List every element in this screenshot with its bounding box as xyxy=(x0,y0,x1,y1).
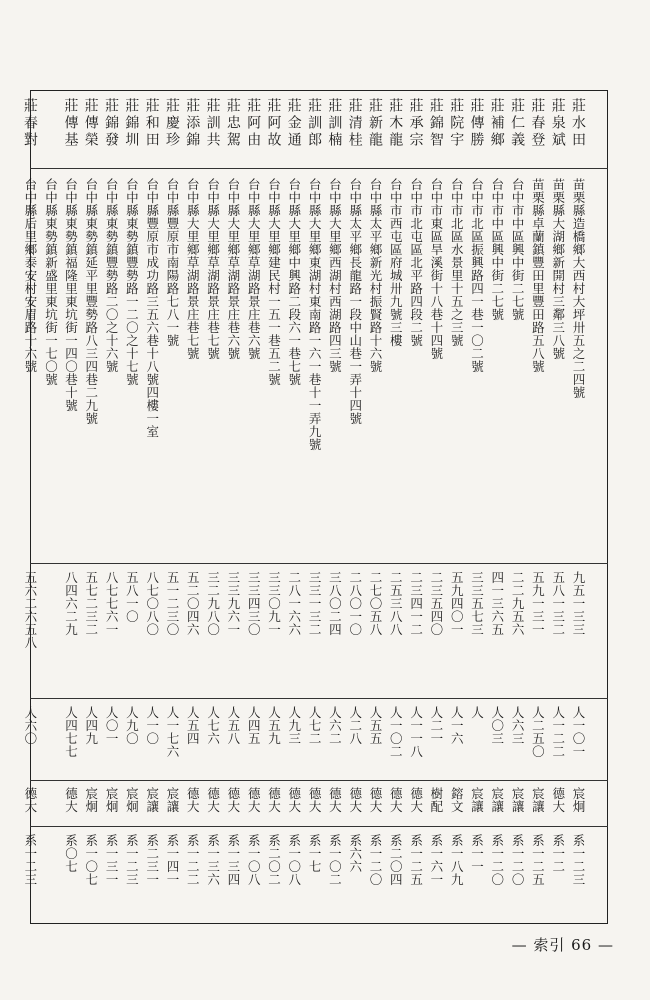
entry-branch: 宸炯 xyxy=(571,787,586,813)
entry-gen: 人五五 xyxy=(368,706,383,745)
entry-name: 莊訓共 xyxy=(204,98,221,149)
entry-address: 台中縣東勢鎮豐勢路一二〇之十七號 xyxy=(124,178,140,386)
entry-branch: 德大 xyxy=(286,787,302,813)
entry-series: 系一二三 xyxy=(124,834,140,886)
entry-code: 五八一三二 xyxy=(550,571,566,636)
entry-code: 三三一三二 xyxy=(307,571,323,636)
entry-address: 苗栗縣造橋鄉大西村大坪卅五之二四號 xyxy=(571,178,586,399)
entry-name: 莊錦圳 xyxy=(123,98,140,149)
entry-code: 三二九八〇 xyxy=(205,571,221,636)
entry-code: 二八一六六 xyxy=(286,571,302,636)
entry-series: 系一三一 xyxy=(104,834,120,886)
entry-name: 莊補鄉 xyxy=(488,98,505,149)
entry-name: 莊泉斌 xyxy=(549,98,566,149)
entry-gen: 人一七六 xyxy=(165,706,180,758)
entry-series: 系一〇八 xyxy=(286,834,302,886)
entry-address: 台中縣太平鄉長龍路一段中山巷一弄十四號 xyxy=(347,178,363,425)
entry-series: 系二〇四 xyxy=(388,834,404,886)
entry-code: 八七七六一 xyxy=(104,571,120,636)
entry-code: 四一三六五 xyxy=(489,571,505,636)
entry-gen: 人六三 xyxy=(510,706,526,745)
entry-name: 莊阿由 xyxy=(245,98,262,149)
entry-gen: 人四九 xyxy=(83,706,99,745)
entry-name: 莊阿故 xyxy=(265,98,282,149)
entry-gen: 人五四 xyxy=(185,706,201,745)
entry-address: 台中市東區旱溪街十八巷十四號 xyxy=(428,178,444,360)
entry-gen: 人四七七 xyxy=(63,706,79,758)
entry-branch: 德大 xyxy=(327,787,343,813)
entry-address: 台中縣太平鄉新光村振賢路十六號 xyxy=(368,178,383,373)
entry-name: 莊仁義 xyxy=(509,98,526,149)
entry-address: 台中縣東勢鎮新盛里東坑街一七〇號 xyxy=(43,178,59,386)
entry-gen: 人二五〇 xyxy=(530,706,546,758)
entry-gen: 人四五 xyxy=(246,706,262,745)
entry-branch: 樹配 xyxy=(428,787,444,813)
entry-address: 台中縣東勢鎮福隆里東坑街一四〇巷十號 xyxy=(63,178,79,412)
entry-name: 莊清桂 xyxy=(346,98,363,149)
entry-code: 二二九五六 xyxy=(510,571,526,636)
entry-name: 莊木龍 xyxy=(387,98,404,149)
entry-name: 莊院宇 xyxy=(448,98,465,149)
divider-generation xyxy=(30,780,608,781)
entry-address: 台中市中區興中街二七號 xyxy=(489,178,505,321)
entry-gen: 人七二 xyxy=(307,706,323,745)
entry-code: 三三九六一 xyxy=(225,571,241,636)
entry-address: 台中縣豐原市成功路三五六巷十八號四樓一室 xyxy=(144,178,160,438)
entry-address: 台中縣豐原市南陽路七八一號 xyxy=(165,178,180,347)
entry-address: 台中縣大里鄉建民村一五一巷五二號 xyxy=(266,178,282,386)
entry-series: 系二〇二 xyxy=(266,834,282,886)
entry-address: 台中縣東勢鎮延平里豐勢路八三四巷二九號 xyxy=(83,178,99,425)
entry-address: 台中縣大里鄉東湖村東南路一六一巷十一弄九號 xyxy=(307,178,323,451)
entry-code: 二八〇一〇 xyxy=(347,571,363,636)
entry-address: 台中縣大里鄉草湖路景庄巷七號 xyxy=(185,178,201,360)
entry-gen: 人六〇 xyxy=(22,706,38,745)
entry-code: 九五一三三 xyxy=(571,571,586,636)
entry-code: 五六二六五八 xyxy=(22,571,38,649)
entry-branch: 德大 xyxy=(63,787,79,813)
entry-series: 系一二三 xyxy=(22,834,38,886)
entry-code: 八四六二九 xyxy=(63,571,79,636)
entry-name: 莊錦發 xyxy=(103,98,120,149)
entry-series: 系一二五 xyxy=(408,834,424,886)
entry-branch: 德大 xyxy=(225,787,241,813)
entry-series: 系二三一 xyxy=(144,834,160,886)
entry-address: 台中縣大里鄉草湖路景庄巷七號 xyxy=(205,178,221,360)
entry-code: 二五三八八 xyxy=(388,571,404,636)
entry-gen: 人一〇一 xyxy=(571,706,586,758)
entry-series: 系六六 xyxy=(347,834,363,873)
entry-series: 系一二 xyxy=(550,834,566,873)
entry-series: 系一二五 xyxy=(530,834,546,886)
entry-branch: 德大 xyxy=(205,787,221,813)
entry-address: 台中市北區水景里十五之三號 xyxy=(449,178,465,347)
entry-gen: 人六二 xyxy=(327,706,343,745)
entry-gen: 人五九 xyxy=(266,706,282,745)
entry-address: 台中縣大里鄉草湖路景庄巷六號 xyxy=(246,178,262,360)
entry-gen: 人九〇 xyxy=(124,706,140,745)
entry-name: 莊傳基 xyxy=(62,98,79,149)
entry-name: 莊新龍 xyxy=(367,98,383,149)
entry-series: 系一六一 xyxy=(428,834,444,886)
entry-gen: 人一一八 xyxy=(408,706,424,758)
entry-branch: 德大 xyxy=(185,787,201,813)
entry-branch: 鎔文 xyxy=(449,787,465,813)
entry-branch: 宸讓 xyxy=(510,787,526,813)
entry-code: 三三〇九一 xyxy=(266,571,282,636)
entry-address: 台中縣大里鄉中興路二段六一巷七號 xyxy=(286,178,302,386)
entry-branch: 德大 xyxy=(266,787,282,813)
entry-branch: 宸炯 xyxy=(124,787,140,813)
entry-series: 系一八九 xyxy=(449,834,465,886)
divider-address xyxy=(30,563,608,564)
entry-branch: 德大 xyxy=(22,787,38,813)
entry-branch: 德大 xyxy=(347,787,363,813)
divider-name xyxy=(30,168,608,169)
entry-name: 莊錦智 xyxy=(427,98,444,149)
entry-code: 三三五七三 xyxy=(469,571,485,636)
entry-name: 莊金通 xyxy=(285,98,302,149)
entry-code: 二三四一二 xyxy=(408,571,424,636)
entry-branch: 德大 xyxy=(408,787,424,813)
entry-series: 系一〇八 xyxy=(246,834,262,886)
entry-code: 三三四三〇 xyxy=(246,571,262,636)
entry-code: 五九一三一 xyxy=(530,571,546,636)
entry-branch: 宸讓 xyxy=(469,787,485,813)
entry-address: 台中市中區興中街二七號 xyxy=(510,178,526,321)
entry-name: 莊訓楠 xyxy=(326,98,343,149)
entry-branch: 德大 xyxy=(550,787,566,813)
entry-code: 五九四〇一 xyxy=(449,571,465,636)
entry-branch: 德大 xyxy=(368,787,383,813)
entry-series: 系一三六 xyxy=(205,834,221,886)
entry-branch: 德大 xyxy=(307,787,323,813)
entry-address: 台中市西屯區府城卅九號三樓 xyxy=(388,178,404,347)
entry-code: 三八〇二四 xyxy=(327,571,343,636)
entry-address: 台中縣東勢鎮豐勢路二〇之十六號 xyxy=(104,178,120,373)
divider-branch xyxy=(30,826,608,827)
entry-address: 台中縣大里鄉西湖村西湖路四三號 xyxy=(327,178,343,373)
entry-gen: 人一〇二 xyxy=(388,706,404,758)
entry-gen: 人五八 xyxy=(225,706,241,745)
entry-gen: 人二一 xyxy=(428,706,444,745)
entry-code: 五八一〇 xyxy=(124,571,140,623)
entry-name: 莊傳勝 xyxy=(468,98,485,149)
entry-gen: 人一〇 xyxy=(144,706,160,745)
entry-series: 系一三四 xyxy=(225,834,241,886)
entry-branch: 德大 xyxy=(246,787,262,813)
entry-series: 系一一 xyxy=(469,834,485,873)
entry-name: 莊和田 xyxy=(143,98,160,149)
entry-code: 五二〇四六 xyxy=(185,571,201,636)
entry-gen: 人 xyxy=(469,706,485,719)
entry-name: 莊水田 xyxy=(570,98,586,149)
entry-name: 莊春登 xyxy=(529,98,546,149)
entry-name: 莊忠駕 xyxy=(224,98,241,149)
entry-series: 系一〇七 xyxy=(83,834,99,886)
entry-code: 二三五四〇 xyxy=(428,571,444,636)
entry-address: 台中市北屯區北平路四段二號 xyxy=(408,178,424,347)
entry-branch: 宸讓 xyxy=(530,787,546,813)
entry-name: 莊春對 xyxy=(21,98,38,149)
entry-series: 系一四一 xyxy=(165,834,180,886)
entry-code: 五一二三〇 xyxy=(165,571,180,636)
divider-code xyxy=(30,698,608,699)
entry-name: 莊傳榮 xyxy=(82,98,99,149)
entry-code: 二七〇五八 xyxy=(368,571,383,636)
entry-address: 苗栗縣大湖鄉新開村三鄰三八號 xyxy=(550,178,566,360)
entry-series: 系一二〇 xyxy=(510,834,526,886)
entry-series: 系一七 xyxy=(307,834,323,873)
entry-series: 系一二〇 xyxy=(489,834,505,886)
entry-branch: 德大 xyxy=(388,787,404,813)
entry-code: 八七〇八〇 xyxy=(144,571,160,636)
entry-name: 莊慶珍 xyxy=(164,98,180,149)
entry-gen: 人七六 xyxy=(205,706,221,745)
entry-gen: 人一二二 xyxy=(550,706,566,758)
entry-branch: 宸讓 xyxy=(489,787,505,813)
entry-series: 系〇七 xyxy=(63,834,79,873)
entry-branch: 宸炯 xyxy=(83,787,99,813)
entry-name: 莊添錦 xyxy=(184,98,201,149)
entry-branch: 宸讓 xyxy=(144,787,160,813)
entry-name: 莊訓郎 xyxy=(306,98,323,149)
entry-gen: 人二八 xyxy=(347,706,363,745)
entry-gen: 人〇一 xyxy=(104,706,120,745)
entry-address: 台中市北區振興路四一巷一〇二號 xyxy=(469,178,485,373)
entry-gen: 人九三 xyxy=(286,706,302,745)
entry-series: 系一二三 xyxy=(571,834,586,886)
entry-series: 系一二〇 xyxy=(368,834,383,886)
entry-gen: 人〇三 xyxy=(489,706,505,745)
entry-gen: 人一六 xyxy=(449,706,465,745)
entry-name: 莊承宗 xyxy=(407,98,424,149)
entry-series: 系一〇二 xyxy=(327,834,343,886)
entry-address: 苗栗縣卓蘭鎮豐田里豐田路五八號 xyxy=(530,178,546,373)
entry-address: 台中縣大里鄉草湖路景庄巷六號 xyxy=(225,178,241,360)
page-number: — 索引 66 — xyxy=(511,936,614,954)
entry-code: 五七二三二 xyxy=(83,571,99,636)
entry-branch: 宸炯 xyxy=(104,787,120,813)
entry-series: 系一二二 xyxy=(185,834,201,886)
entry-address: 台中縣后里鄉泰安村安眉路十六號 xyxy=(22,178,38,373)
entry-branch: 宸讓 xyxy=(165,787,180,813)
